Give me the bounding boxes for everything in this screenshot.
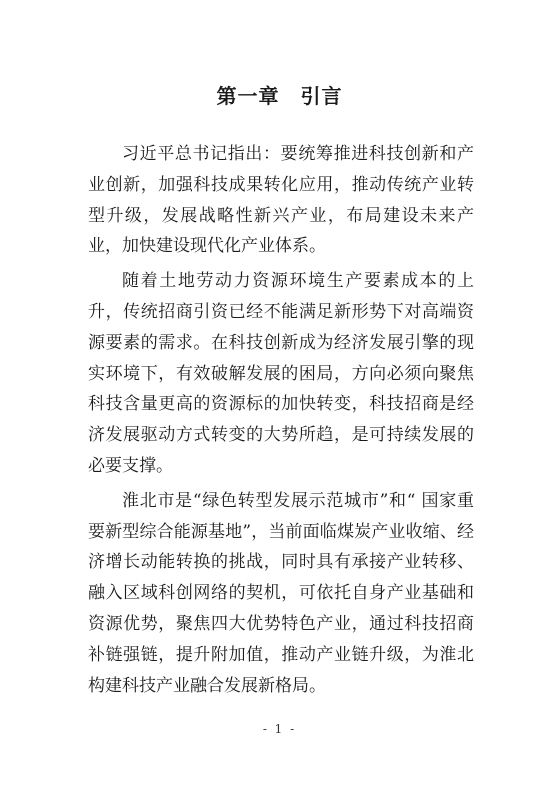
- page-number: - 1 -: [262, 722, 297, 736]
- paragraph-3: 淮北市是“绿色转型发展示范城市”和“ 国家重要新型综合能源基地”，当前面临煤炭产业收缩、经济增长动能转换的挑战，同时具有承接产业转移、融入区域科创网络的契机，可依托自身产业基础和资源优势，聚焦四大优势特色产业，通过科技招商补链强链，提升附加值，推动产业链升级，为淮北构建科技产业融合发展新格局。: [88, 490, 474, 696]
- paragraph-2: 随着土地劳动力资源环境生产要素成本的上升，传统招商引资已经不能满足新形势下对高端资源要素的需求。在科技创新成为经济发展引擎的现实环境下，有效破解发展的困局，方向必须向聚焦科技含量更高的资源标的加快转变，科技招商是经济发展驱动方式转变的大势所趋，是可持续发展的必要支撑。: [88, 271, 474, 476]
- paragraph-1: 习近平总书记指出：要统筹推进科技创新和产业创新，加强科技成果转化应用，推动传统产业转型升级，发展战略性新兴产业，布局建设未来产业，加快建设现代化产业体系。: [88, 144, 474, 257]
- chapter-title: 第一章 引言: [216, 84, 343, 108]
- body-text: [88, 139, 474, 705]
